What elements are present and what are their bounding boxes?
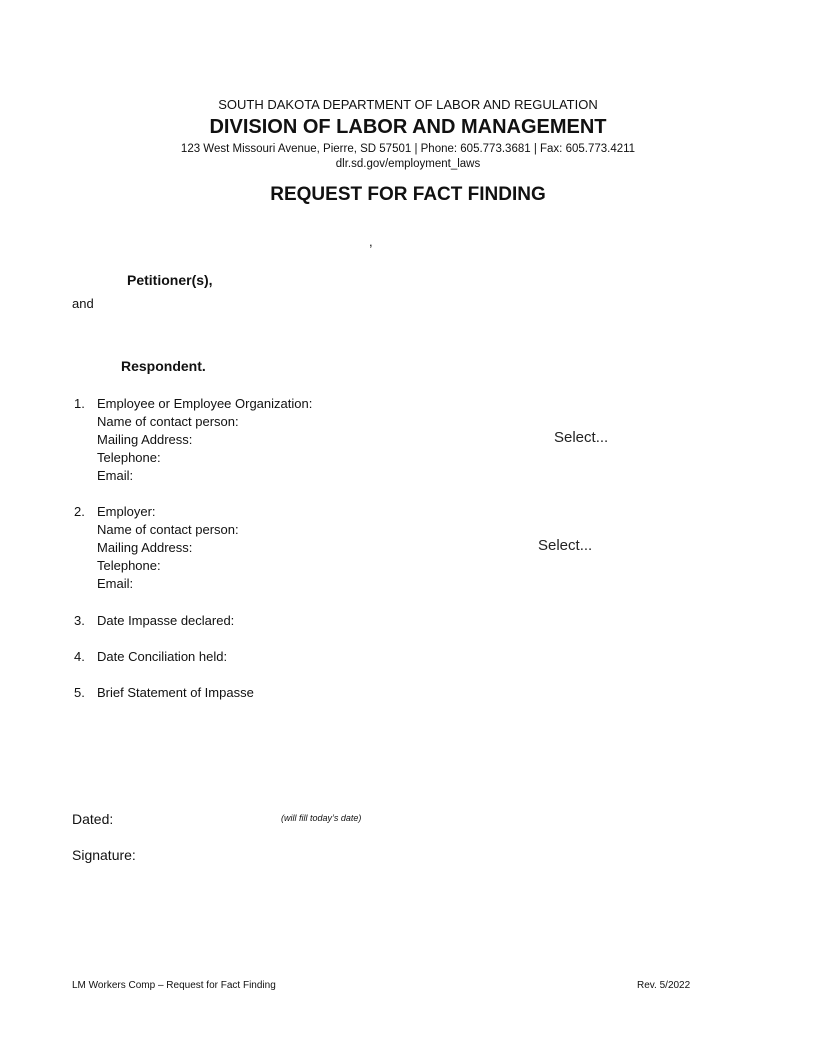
section-4-number: 4. — [74, 649, 85, 664]
employee-email-label: Email: — [97, 468, 134, 483]
employee-telephone-label: Telephone: — [97, 450, 161, 465]
page-title: REQUEST FOR FACT FINDING — [270, 184, 546, 205]
petitioner-field[interactable] — [100, 232, 364, 250]
employer-telephone-label: Telephone: — [97, 558, 161, 573]
employer-email-label: Email: — [97, 576, 134, 591]
dated-hint: (will fill today’s date) — [281, 813, 362, 823]
employee-contact-label: Name of contact person: — [97, 414, 239, 429]
employee-mailing-label: Mailing Address: — [97, 432, 193, 447]
dated-label: Dated: — [72, 811, 114, 827]
address-line: 123 West Missouri Avenue, Pierre, SD 57501 | Phone: 605.773.3681 | Fax: 605.773.4211 — [180, 143, 636, 155]
impasse-statement-label: Brief Statement of Impasse — [97, 685, 254, 700]
section-2-number: 2. — [74, 504, 85, 519]
and-label: and — [72, 296, 94, 311]
footer-title: LM Workers Comp – Request for Fact Finding — [72, 980, 276, 991]
petitioner-label: Petitioner(s), — [127, 272, 213, 288]
section-1-number: 1. — [74, 396, 85, 411]
footer-revision: Rev. 5/2022 — [637, 980, 691, 991]
signature-label: Signature: — [72, 847, 136, 863]
section-5-number: 5. — [74, 685, 85, 700]
employer-label: Employer: — [97, 504, 156, 519]
website: dlr.sd.gov/employment_laws — [335, 158, 481, 170]
section-3-number: 3. — [74, 613, 85, 628]
department-name: SOUTH DAKOTA DEPARTMENT OF LABOR AND REGULATION — [218, 97, 598, 112]
division-name: DIVISION OF LABOR AND MANAGEMENT — [209, 116, 607, 138]
conciliation-date-label: Date Conciliation held: — [97, 649, 228, 664]
employer-select-dropdown[interactable]: Select... — [538, 537, 593, 554]
comma: , — [369, 234, 373, 249]
employee-org-label: Employee or Employee Organization: — [97, 396, 313, 411]
respondent-label: Respondent. — [121, 358, 206, 374]
employer-mailing-label: Mailing Address: — [97, 540, 193, 555]
employer-contact-label: Name of contact person: — [97, 522, 239, 537]
employee-select-dropdown[interactable]: Select... — [554, 429, 609, 446]
impasse-date-label: Date Impasse declared: — [97, 613, 235, 628]
respondent-field[interactable] — [100, 330, 364, 348]
